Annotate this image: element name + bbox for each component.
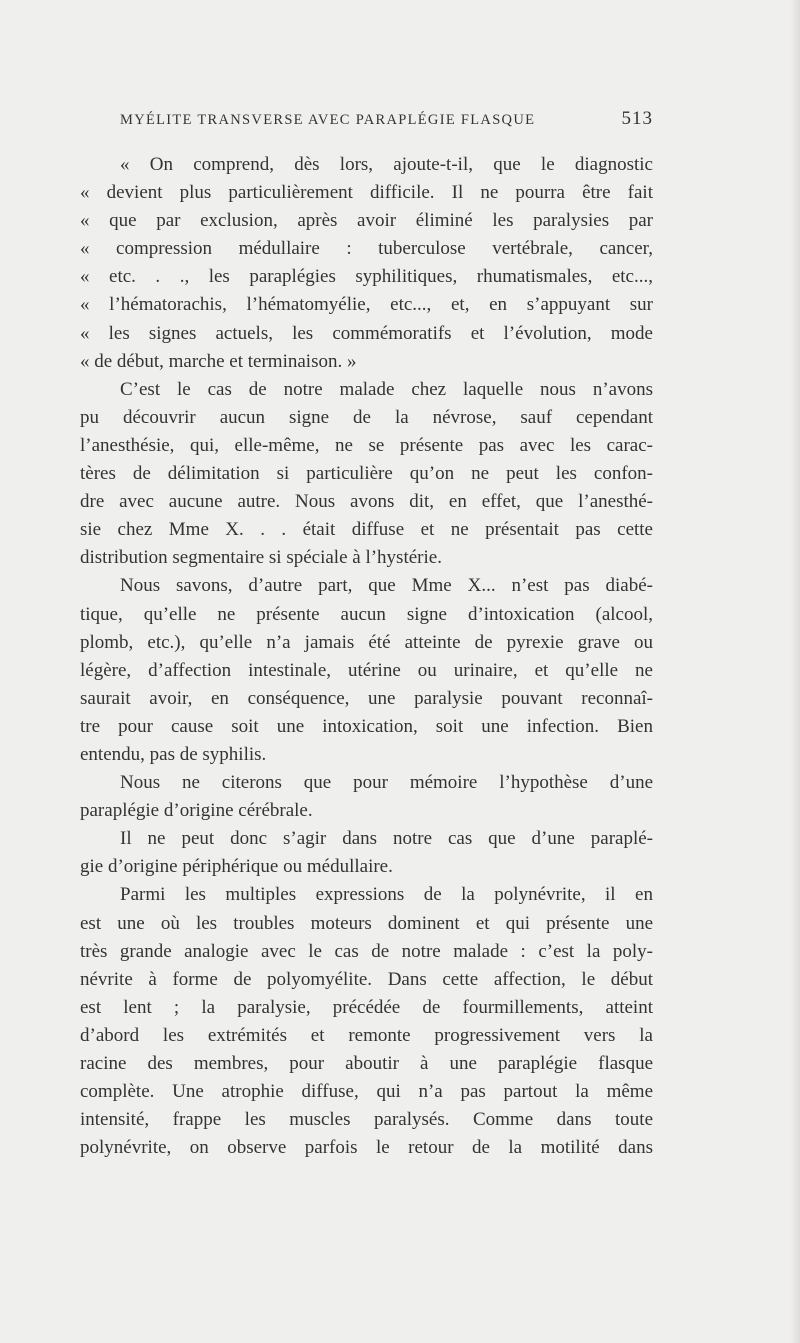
text-line: l’anesthésie, qui, elle-même, ne se présente pas avec les carac-	[80, 434, 653, 456]
text-line: gie d’origine périphérique ou médullaire.	[80, 856, 393, 878]
text-line: polynévrite, on observe parfois le retour de la motilité dans	[80, 1137, 653, 1159]
text-line: pu découvrir aucun signe de la névrose, sauf cependant	[80, 406, 653, 428]
text-line: dre avec aucune autre. Nous avons dit, en effet, que l’anesthé-	[80, 491, 653, 513]
text-line: « les signes actuels, les commémoratifs et l’évolution, mode	[80, 322, 653, 344]
text-line: « devient plus particulièrement difficile. Il ne pourra être fait	[80, 182, 653, 204]
text-line: très grande analogie avec le cas de notre malade : c’est la poly-	[80, 940, 653, 962]
text-line: Il ne peut donc s’agir dans notre cas que d’une paraplé-	[120, 828, 653, 850]
text-line: saurait avoir, en conséquence, une paralysie pouvant reconnaî-	[80, 687, 653, 709]
text-line: « On comprend, dès lors, ajoute-t-il, que le diagnostic	[120, 154, 653, 175]
text-line: intensité, frappe les muscles paralysés. Comme dans toute	[80, 1109, 653, 1131]
text-line: est lent ; la paralysie, précédée de fourmillements, atteint	[80, 996, 653, 1018]
text-line: paraplégie d’origine cérébrale.	[80, 800, 313, 822]
text-line: névrite à forme de polyomyélite. Dans cette affection, le début	[80, 968, 653, 990]
text-line: Parmi les multiples expressions de la polynévrite, il en	[120, 884, 653, 906]
text-line: « compression médullaire : tuberculose vertébrale, cancer,	[80, 238, 653, 260]
text-line: « etc. . ., les paraplégies syphilitiques, rhumatismales, etc...,	[80, 266, 653, 288]
text-line: tre pour cause soit une intoxication, soit une infection. Bien	[80, 715, 653, 737]
text-line: « que par exclusion, après avoir éliminé les paralysies par	[80, 210, 653, 232]
page-number: 513	[621, 108, 653, 129]
text-line: Nous savons, d’autre part, que Mme X... n’est pas diabé-	[120, 575, 653, 597]
text-line: complète. Une atrophie diffuse, qui n’a pas partout la même	[80, 1081, 653, 1103]
text-line: C’est le cas de notre malade chez laquelle nous n’avons	[120, 378, 653, 400]
text-line: « de début, marche et terminaison. »	[80, 350, 357, 372]
running-title: MYÉLITE TRANSVERSE AVEC PARAPLÉGIE FLASQUE	[120, 112, 536, 128]
text-line: légère, d’affection intestinale, utérine ou urinaire, et qu’elle ne	[80, 659, 653, 681]
text-line: entendu, pas de syphilis.	[80, 743, 267, 765]
text-line: distribution segmentaire si spéciale à l’hystérie.	[80, 547, 442, 569]
text-line: racine des membres, pour aboutir à une paraplégie flasque	[80, 1053, 653, 1074]
text-line: est une où les troubles moteurs dominent et qui présente une	[80, 912, 653, 934]
text-line: « l’hématorachis, l’hématomyélie, etc..., et, en s’appuyant sur	[80, 294, 653, 316]
text-line: tique, qu’elle ne présente aucun signe d’intoxication (alcool,	[80, 603, 653, 625]
body-text	[80, 151, 653, 1162]
running-head	[120, 108, 653, 136]
text-line: sie chez Mme X. . . était diffuse et ne présentait pas cette	[80, 519, 653, 541]
text-line: d’abord les extrémités et remonte progressivement vers la	[80, 1024, 653, 1046]
page-edge-shadow	[790, 0, 800, 1343]
text-line: tères de délimitation si particulière qu’on ne peut les confon-	[80, 463, 653, 485]
text-line: plomb, etc.), qu’elle n’a jamais été atteinte de pyrexie grave ou	[80, 631, 653, 653]
text-line: Nous ne citerons que pour mémoire l’hypothèse d’une	[120, 772, 653, 794]
